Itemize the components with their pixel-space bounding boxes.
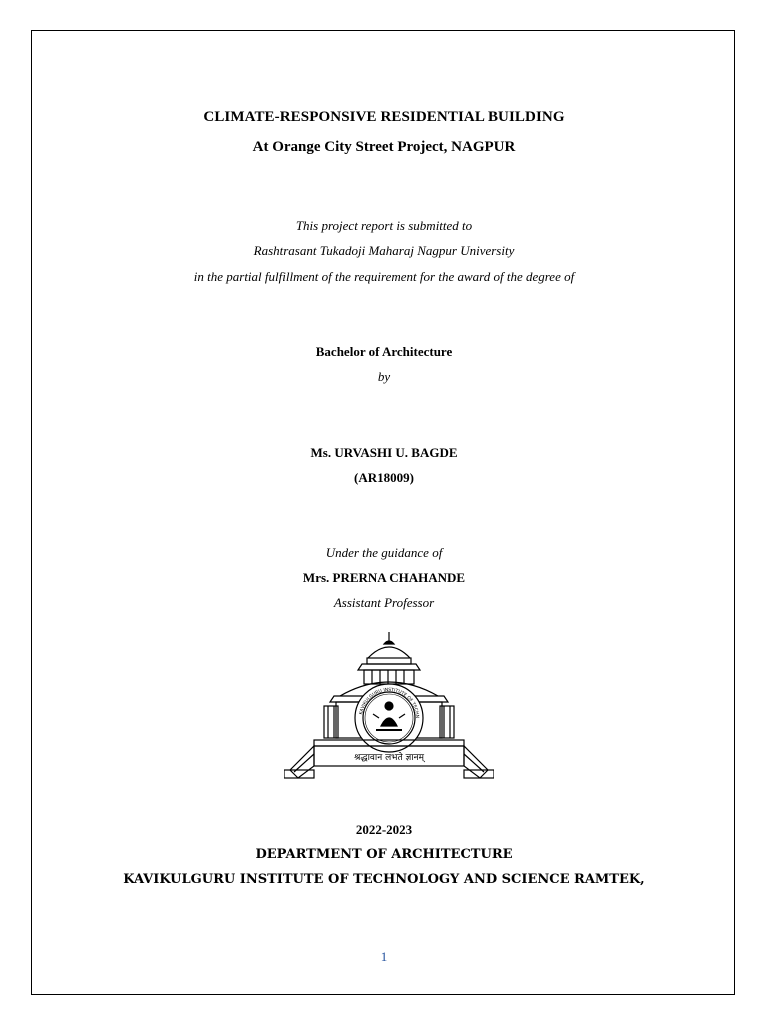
author-roll-number: (AR18009): [354, 470, 414, 485]
author-name: Ms. URVASHI U. BAGDE: [310, 445, 458, 460]
submission-line-1: This project report is submitted to: [295, 218, 473, 233]
institute-name: KAVIKULGURU INSTITUTE OF TECHNOLOGY AND SCIENCE RAMTEK,: [123, 872, 645, 887]
institute-emblem-icon: [284, 630, 494, 780]
guidance-label: Under the guidance of: [325, 545, 443, 560]
academic-year: 2022-2023: [355, 822, 413, 837]
emblem-ring-text: KAVIKULGURU INSTITUTE OF TECHN: [359, 687, 420, 719]
page-number: 1: [380, 949, 388, 964]
department-name: DEPARTMENT OF ARCHITECTURE: [255, 847, 513, 862]
emblem-drawing: [284, 630, 494, 780]
by-label: by: [377, 369, 391, 384]
report-subtitle: At Orange City Street Project, NAGPUR: [252, 139, 516, 155]
submission-line-3: in the partial fulfillment of the requirement for the award of the degree of: [193, 269, 575, 284]
submission-line-2: Rashtrasant Tukadoji Maharaj Nagpur University: [253, 243, 515, 258]
report-title: CLIMATE-RESPONSIVE RESIDENTIAL BUILDING: [203, 109, 565, 125]
emblem-motto: श्रद्धावान लभते ज्ञानम्: [354, 753, 424, 763]
guide-name: Mrs. PRERNA CHAHANDE: [302, 570, 466, 585]
degree-name: Bachelor of Architecture: [315, 344, 453, 359]
guide-designation: Assistant Professor: [333, 595, 435, 610]
